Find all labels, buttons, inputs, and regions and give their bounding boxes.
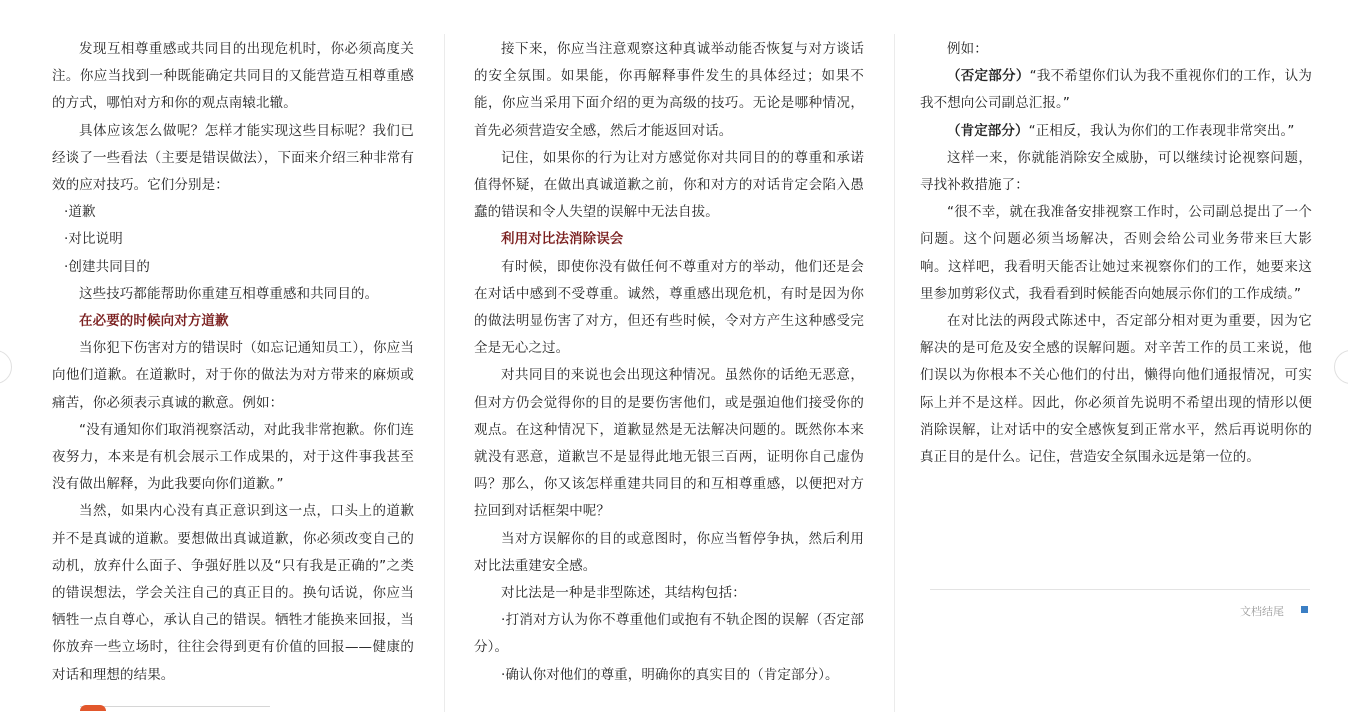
part-text: “我不希望你们认为我不重视你们的工作，认为我不想向公司副总汇报。” — [920, 68, 1312, 112]
paragraph: 当你犯下伤害对方的错误时（如忘记通知员工），你应当向他们道歉。在道歉时，对于你的做法为对方带来的麻烦或痛苦，你必须表示真诚的歉意。例如： — [52, 340, 414, 411]
column-1-content — [52, 0, 414, 689]
end-marker-icon — [1301, 606, 1308, 613]
paragraph: 对比法是一种是非型陈述，其结构包括： — [501, 585, 746, 602]
paragraph: 在对比法的两段式陈述中，否定部分相对更为重要，因为它解决的是可危及安全感的误解问题。对辛苦工作的员工来说，他们误以为你根本不关心他们的付出，懒得向他们通报情况，可实际上并不是这样。因此，你必须首先说明不希望出现的情形以便消除误解，让对话中的安全感恢复到正常水平，然后再说明你的真正目的是什么。记住，营造安全氛围永远是第一位的。 — [920, 313, 1312, 466]
section-heading: 利用对比法消除误会 — [501, 231, 624, 248]
paragraph: 当对方误解你的目的或意图时，你应当暂停争执，然后利用对比法重建安全感。 — [474, 530, 864, 574]
paragraph: “没有通知你们取消视察活动，对此我非常抱歉。你们连夜努力，本来是有机会展示工作成果的，对于这件事我甚至没有做出解释，为此我要向你们道歉。” — [52, 421, 414, 493]
paragraph: 这些技巧都能帮助你重建互相尊重感和共同目的。 — [79, 285, 379, 302]
part-label: （否定部分） — [947, 68, 1030, 85]
section-heading: 在必要的时候向对方道歉 — [79, 313, 229, 330]
paragraph: 发现互相尊重感或共同目的出现危机时，你必须高度关注。你应当找到一种既能确定共同目的又能营造互相尊重感的方式，哪怕对方和你的观点南辕北辙。 — [52, 41, 414, 112]
bullet-item: ·对比说明 — [64, 231, 123, 248]
paragraph: 这样一来，你就能消除安全威胁，可以继续讨论视察问题，寻找补救措施了： — [920, 149, 1312, 194]
bullet-item: ·创建共同目的 — [64, 258, 150, 275]
paragraph: 对共同目的来说也会出现这种情况。虽然你的话绝无恶意，但对方仍会觉得你的目的是要伤害他们，或是强迫他们接受你的观点。在这种情况下，道歉显然是无法解决问题的。既然你本来就没有恶意，道歉岂不是显得此地无银三百两，证明你自己虚伪吗？那么，你又该怎样重建共同目的和互相尊重感，以便把对方拉回到对话框架中呢？ — [474, 367, 864, 520]
paragraph: 当然，如果内心没有真正意识到这一点，口头上的道歉并不是真诚的道歉。要想做出真诚道歉，你必须改变自己的动机，放弃什么面子、争强好胜以及“只有我是正确的”之类的错误想法，学会关注自己的真正目的。换句话说，你应当牺牲一点自尊心，承认自己的错误。牺牲才能换来回报，当你放弃一些立场时，往往会得到更有价值的回报——健康的对话和理想的结果。 — [52, 503, 414, 683]
page-column-2 — [474, 0, 864, 712]
column-3-content — [920, 0, 1312, 471]
column-2-content — [474, 0, 864, 689]
column-divider-2 — [894, 34, 895, 712]
end-divider — [930, 589, 1310, 590]
paragraph: “很不幸，就在我准备安排视察工作时，公司副总提出了一个问题。这个问题必须当场解决，否则会给公司业务带来巨大影响。这样吧，我看明天能否让她过来视察你们的工作，她要来这里参加剪彩仪式，我看看到时候能否向她展示你们的工作成绩。” — [920, 204, 1312, 302]
paragraph: 接下来，你应当注意观察这种真诚举动能否恢复与对方谈话的安全氛围。如果能，你再解释事件发生的具体经过；如果不能，你应当采用下面介绍的更为高级的技巧。无论是哪种情况，首先必须营造安全感，然后才能返回对话。 — [474, 41, 864, 139]
paragraph: 具体应该怎么做呢？怎样才能实现这些目标呢？我们已经谈了一些看法（主要是错误做法），下面来介绍三种非常有效的应对技巧。它们分别是： — [52, 122, 414, 194]
part-text: “正相反，我认为你们的工作表现非常突出。” — [1028, 122, 1295, 139]
next-page-button[interactable] — [1334, 350, 1348, 384]
page-column-1 — [52, 0, 414, 712]
prev-page-button[interactable] — [0, 350, 12, 384]
paragraph: ·打消对方认为你不尊重他们或抱有不轨企图的误解（否定部分）。 — [474, 612, 864, 656]
paragraph: 有时候，即使你没有做任何不尊重对方的举动，他们还是会在对话中感到不受尊重。诚然，尊重感出现危机，有时是因为你的做法明显伤害了对方，但还有些时候，令对方产生这种感受完全是无心之过。 — [474, 258, 864, 357]
labeled-paragraph — [920, 118, 1312, 145]
labeled-paragraph — [920, 63, 1312, 117]
bullet-item: ·道歉 — [64, 204, 96, 221]
paragraph: 记住，如果你的行为让对方感觉你对共同目的的尊重和承诺值得怀疑，在做出真诚道歉之前，你和对方的对话肯定会陷入愚蠢的错误和令人失望的误解中无法自拔。 — [474, 149, 864, 221]
column-divider-1 — [444, 34, 445, 712]
part-label: （肯定部分） — [947, 122, 1029, 139]
paragraph: ·确认你对他们的尊重，明确你的真实目的（肯定部分）。 — [501, 666, 839, 683]
paragraph: 例如： — [947, 41, 988, 57]
end-of-document-label: 文档结尾 — [1240, 605, 1284, 618]
